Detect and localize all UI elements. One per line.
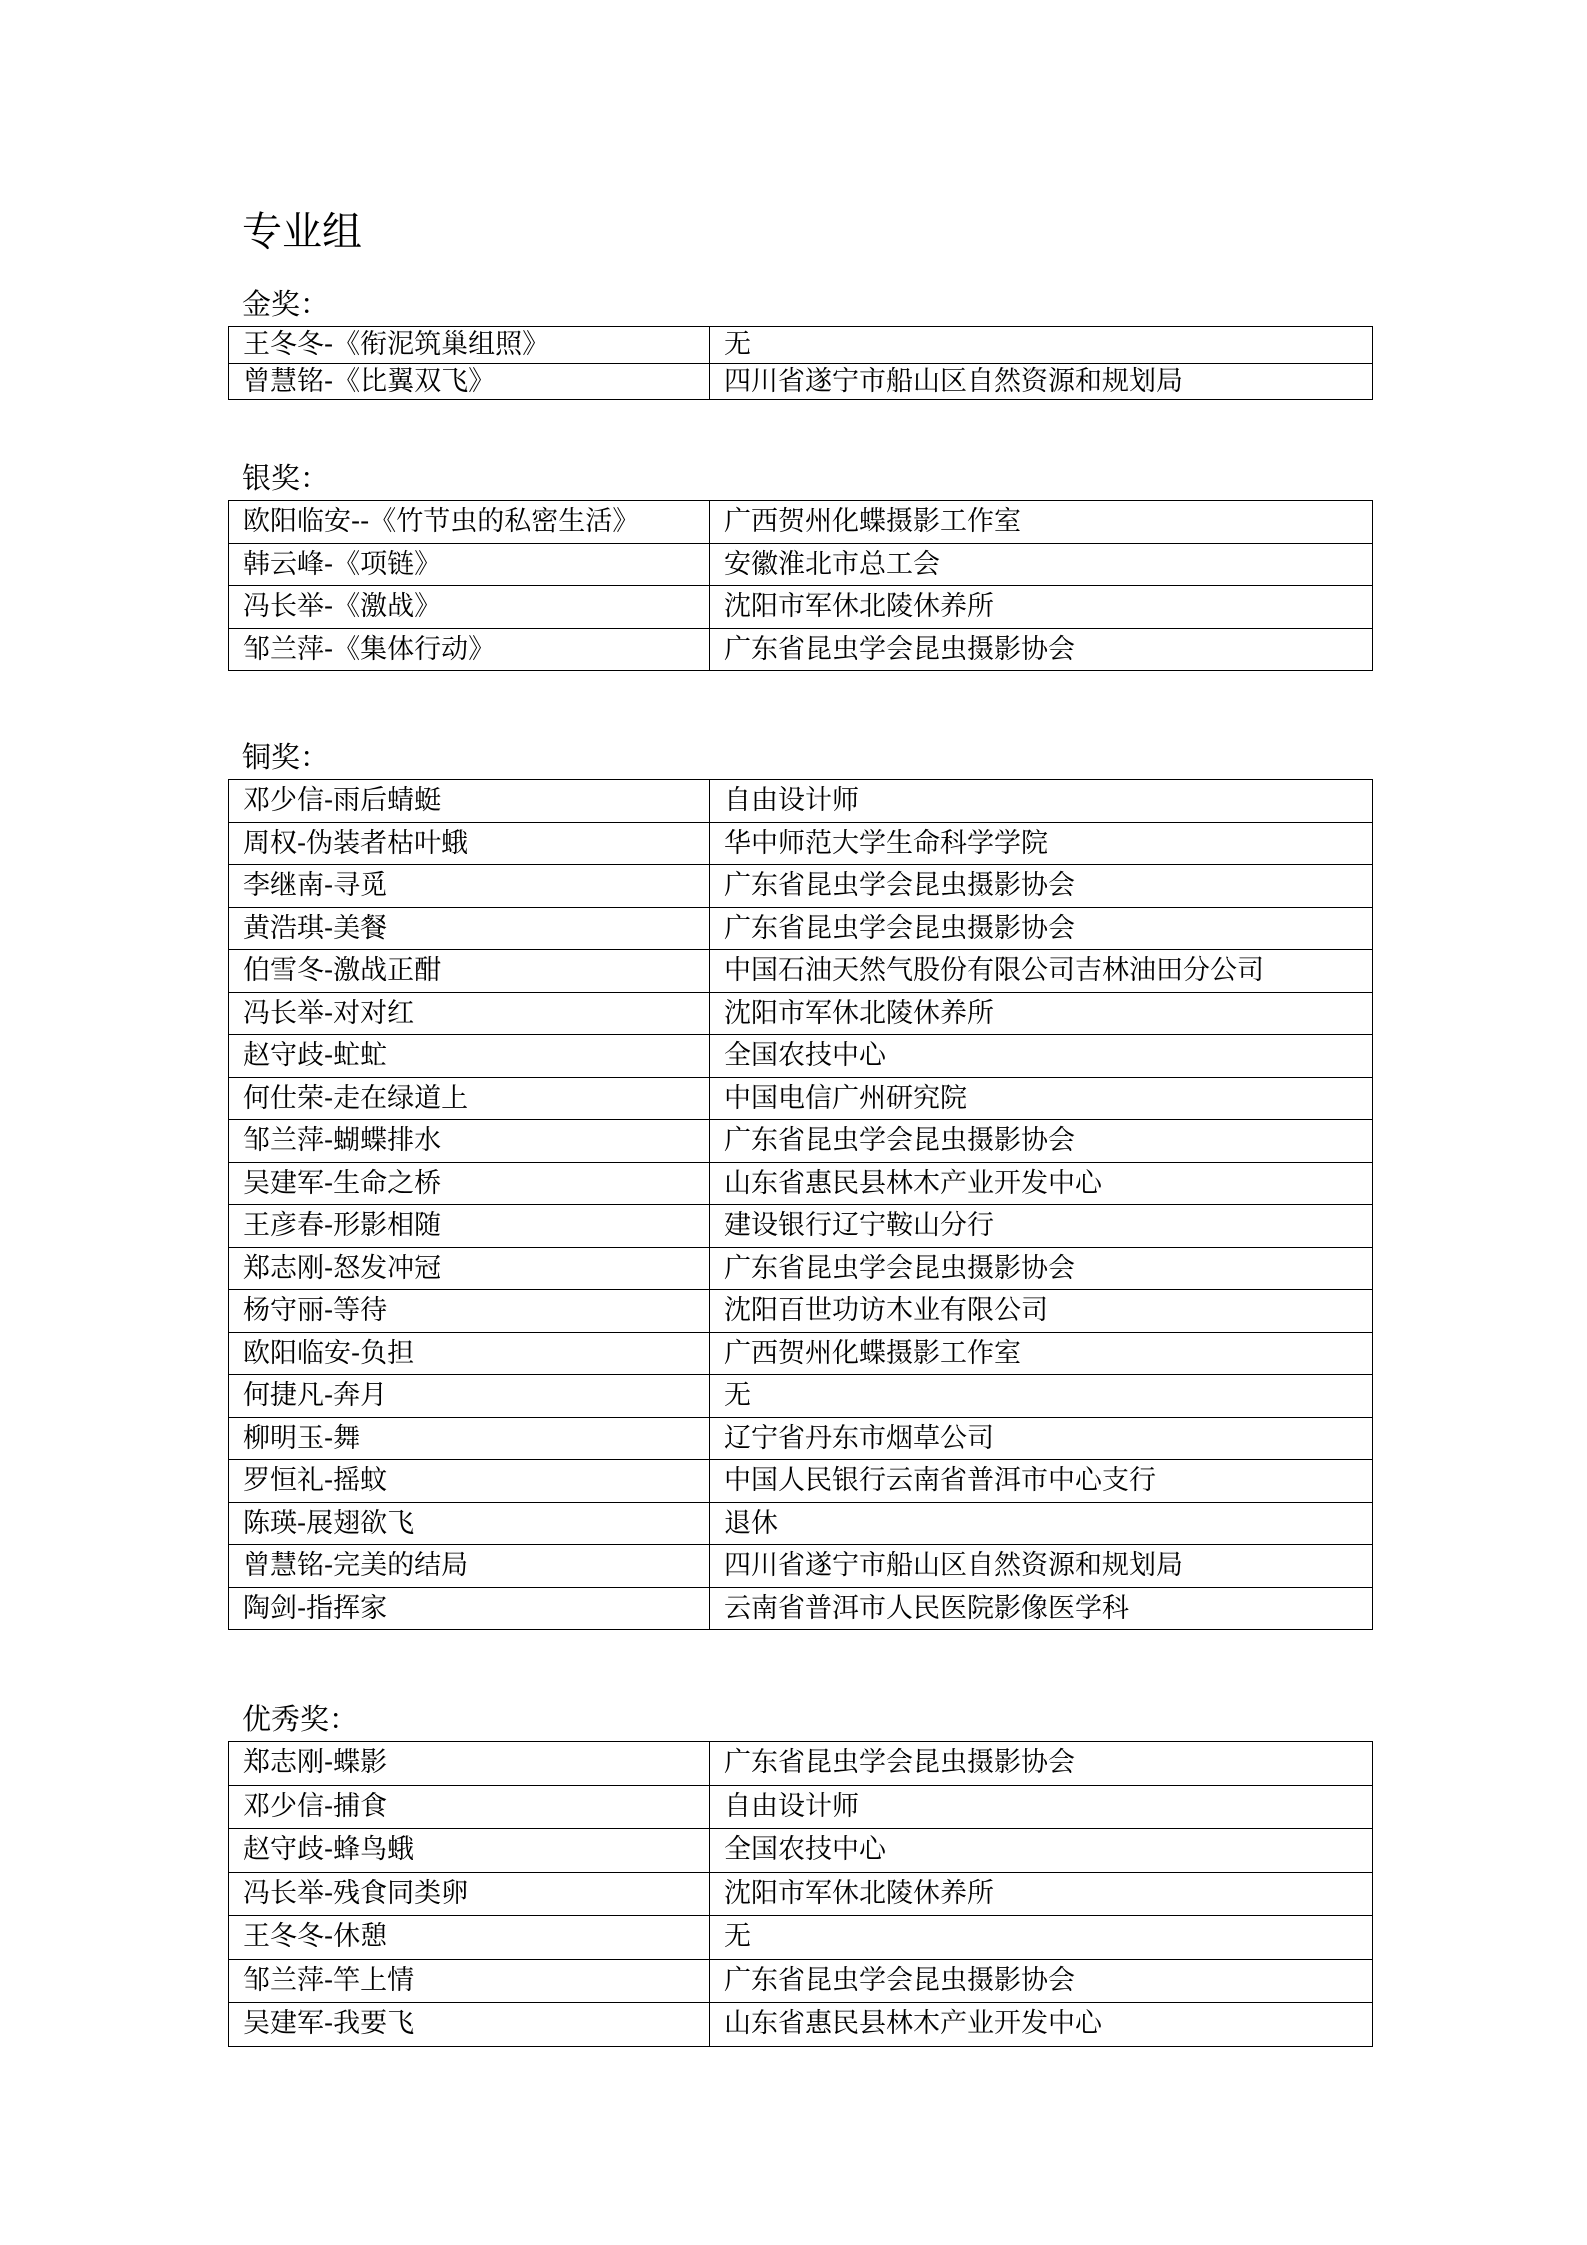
table-row [229,822,1373,865]
table-row [229,1502,1373,1545]
organization-cell: 广西贺州化蝶摄影工作室 [710,1332,1373,1375]
table-row [229,1375,1373,1418]
organization-cell: 中国电信广州研究院 [710,1077,1373,1120]
award-table [228,500,1373,671]
work-cell: 欧阳临安-负担 [229,1332,710,1375]
organization-cell: 四川省遂宁市船山区自然资源和规划局 [710,363,1373,400]
table-row [229,780,1373,823]
work-cell: 郑志刚-蝶影 [229,1742,710,1786]
organization-cell: 广东省昆虫学会昆虫摄影协会 [710,1742,1373,1786]
section-heading: 铜奖： [242,740,330,774]
organization-cell: 安徽淮北市总工会 [710,543,1373,586]
work-cell: 欧阳临安--《竹节虫的私密生活》 [229,501,710,544]
work-cell: 何仕荣-走在绿道上 [229,1077,710,1120]
work-cell: 陶剑-指挥家 [229,1587,710,1630]
organization-cell: 广西贺州化蝶摄影工作室 [710,501,1373,544]
table-row [229,1417,1373,1460]
work-cell: 邹兰萍-竿上情 [229,1959,710,2003]
organization-cell: 退休 [710,1502,1373,1545]
table-row [229,363,1373,400]
table-row [229,628,1373,671]
table-row [229,950,1373,993]
organization-cell: 广东省昆虫学会昆虫摄影协会 [710,628,1373,671]
organization-cell: 全国农技中心 [710,1829,1373,1873]
work-cell: 吴建军-生命之桥 [229,1162,710,1205]
work-cell: 赵守歧-虻虻 [229,1035,710,1078]
table-row [229,865,1373,908]
organization-cell: 云南省普洱市人民医院影像医学科 [710,1587,1373,1630]
table-row [229,1785,1373,1829]
work-cell: 冯长举-残食同类卵 [229,1872,710,1916]
organization-cell: 广东省昆虫学会昆虫摄影协会 [710,865,1373,908]
table-row [229,2003,1373,2047]
work-cell: 柳明玉-舞 [229,1417,710,1460]
organization-cell: 沈阳市军休北陵休养所 [710,1872,1373,1916]
organization-cell: 沈阳百世功访木业有限公司 [710,1290,1373,1333]
organization-cell: 无 [710,1375,1373,1418]
organization-cell: 中国石油天然气股份有限公司吉林油田分公司 [710,950,1373,993]
work-cell: 邓少信-捕食 [229,1785,710,1829]
table-row [229,1290,1373,1333]
organization-cell: 中国人民银行云南省普洱市中心支行 [710,1460,1373,1503]
organization-cell: 四川省遂宁市船山区自然资源和规划局 [710,1545,1373,1588]
page-title: 专业组 [242,209,362,255]
work-cell: 王冬冬-《衔泥筑巢组照》 [229,327,710,364]
table-row [229,1916,1373,1960]
organization-cell: 山东省惠民县林木产业开发中心 [710,1162,1373,1205]
table-row [229,907,1373,950]
organization-cell: 自由设计师 [710,780,1373,823]
table-row [229,1205,1373,1248]
organization-cell: 山东省惠民县林木产业开发中心 [710,2003,1373,2047]
table-row [229,1120,1373,1163]
work-cell: 曾慧铭-《比翼双飞》 [229,363,710,400]
table-row [229,1742,1373,1786]
work-cell: 周权-伪装者枯叶蛾 [229,822,710,865]
work-cell: 王彦春-形影相随 [229,1205,710,1248]
work-cell: 李继南-寻觅 [229,865,710,908]
organization-cell: 广东省昆虫学会昆虫摄影协会 [710,1959,1373,2003]
work-cell: 邹兰萍-《集体行动》 [229,628,710,671]
table-row [229,1035,1373,1078]
award-table [228,326,1373,400]
table-row [229,1077,1373,1120]
organization-cell: 无 [710,327,1373,364]
organization-cell: 广东省昆虫学会昆虫摄影协会 [710,1247,1373,1290]
work-cell: 杨守丽-等待 [229,1290,710,1333]
organization-cell: 建设银行辽宁鞍山分行 [710,1205,1373,1248]
table-row [229,1545,1373,1588]
work-cell: 赵守歧-蜂鸟蛾 [229,1829,710,1873]
work-cell: 吴建军-我要飞 [229,2003,710,2047]
table-row [229,1829,1373,1873]
table-row [229,1460,1373,1503]
organization-cell: 沈阳市军休北陵休养所 [710,586,1373,629]
work-cell: 曾慧铭-完美的结局 [229,1545,710,1588]
organization-cell: 沈阳市军休北陵休养所 [710,992,1373,1035]
work-cell: 郑志刚-怒发冲冠 [229,1247,710,1290]
work-cell: 王冬冬-休憩 [229,1916,710,1960]
organization-cell: 全国农技中心 [710,1035,1373,1078]
work-cell: 邹兰萍-蝴蝶排水 [229,1120,710,1163]
work-cell: 陈瑛-展翅欲飞 [229,1502,710,1545]
organization-cell: 自由设计师 [710,1785,1373,1829]
organization-cell: 华中师范大学生命科学学院 [710,822,1373,865]
table-row [229,1959,1373,2003]
section-heading: 优秀奖： [242,1702,359,1736]
table-row [229,992,1373,1035]
award-table [228,779,1373,1630]
work-cell: 韩云峰-《项链》 [229,543,710,586]
work-cell: 何捷凡-奔月 [229,1375,710,1418]
table-row [229,1162,1373,1205]
table-row [229,543,1373,586]
organization-cell: 辽宁省丹东市烟草公司 [710,1417,1373,1460]
organization-cell: 广东省昆虫学会昆虫摄影协会 [710,907,1373,950]
work-cell: 冯长举-对对红 [229,992,710,1035]
table-row [229,1872,1373,1916]
work-cell: 黄浩琪-美餐 [229,907,710,950]
award-table [228,1741,1373,2047]
section-heading: 金奖： [242,287,330,321]
section-heading: 银奖： [242,461,330,495]
organization-cell: 无 [710,1916,1373,1960]
table-row [229,327,1373,364]
work-cell: 邓少信-雨后蜻蜓 [229,780,710,823]
table-row [229,1332,1373,1375]
work-cell: 罗恒礼-摇蚊 [229,1460,710,1503]
work-cell: 冯长举-《激战》 [229,586,710,629]
table-row [229,501,1373,544]
table-row [229,586,1373,629]
work-cell: 伯雪冬-激战正酣 [229,950,710,993]
organization-cell: 广东省昆虫学会昆虫摄影协会 [710,1120,1373,1163]
table-row [229,1587,1373,1630]
table-row [229,1247,1373,1290]
